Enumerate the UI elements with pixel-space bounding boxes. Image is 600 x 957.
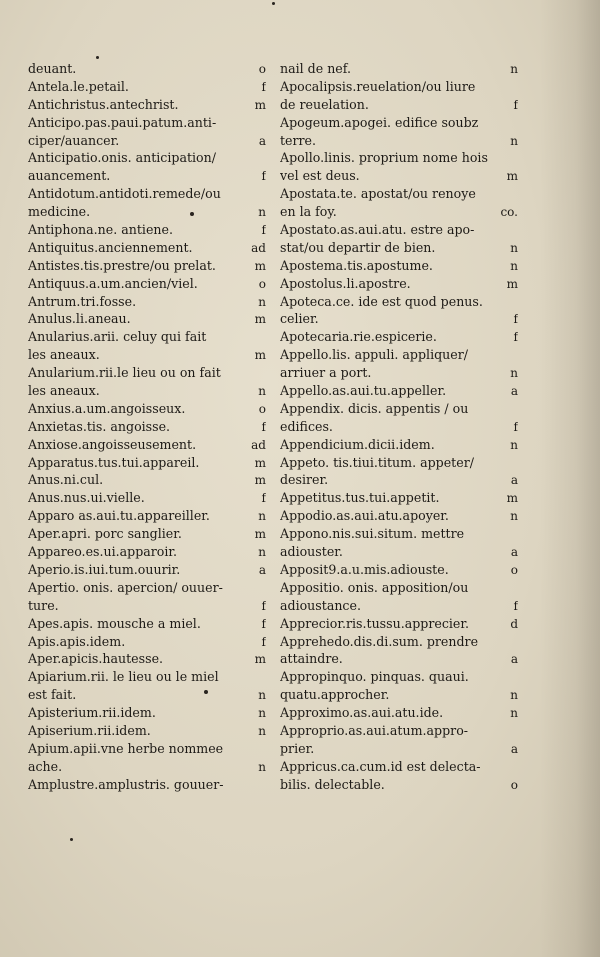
entry-text: attaindre. <box>280 651 343 667</box>
dictionary-entry-line <box>280 776 518 794</box>
dictionary-entry-line <box>280 185 518 203</box>
entry-text: Anus.nus.ui.vielle. <box>28 490 145 506</box>
dictionary-entry-line <box>280 60 518 78</box>
grammar-mark: d <box>510 616 518 631</box>
grammar-mark: n <box>510 62 518 76</box>
dictionary-entry-line <box>280 257 518 275</box>
entry-text: Appropinquo. pinquas. quaui. <box>280 669 469 685</box>
ink-speck <box>272 2 275 5</box>
dictionary-entry-line <box>280 525 518 543</box>
grammar-mark: a <box>510 652 518 667</box>
dictionary-entry-line <box>28 489 266 507</box>
dictionary-entry-line <box>28 650 266 668</box>
dictionary-entry-line <box>28 686 266 704</box>
grammar-mark: n <box>510 437 518 452</box>
dictionary-entry-line <box>28 96 266 114</box>
grammar-mark: n <box>510 688 518 703</box>
dictionary-entry-line <box>280 132 518 150</box>
dictionary-entry-line <box>280 346 518 364</box>
entry-text: arriuer a port. <box>280 365 372 381</box>
entry-text: Antrum.tri.fosse. <box>28 293 137 309</box>
entry-text: Apostato.as.aui.atu. estre apo- <box>280 222 475 238</box>
entry-text: Appendix. dicis. appentis / ou <box>280 400 469 416</box>
grammar-mark: n <box>258 723 266 738</box>
entry-text: Antela.le.petail. <box>28 78 129 94</box>
grammar-mark: f <box>513 598 518 613</box>
grammar-mark: n <box>510 258 518 273</box>
entry-text: deuant. <box>28 61 77 76</box>
grammar-mark: a <box>510 384 518 399</box>
dictionary-entry-line <box>280 382 518 400</box>
grammar-mark: n <box>510 706 518 721</box>
grammar-mark: m <box>254 258 266 273</box>
entry-text: ciper/auancer. <box>28 132 120 148</box>
entry-text: Apiarium.rii. le lieu ou le miel <box>28 669 219 685</box>
entry-text: Apparatus.tus.tui.appareil. <box>28 454 200 470</box>
dictionary-entry-line <box>280 275 518 293</box>
grammar-mark: co. <box>500 205 518 220</box>
grammar-mark: f <box>261 598 266 613</box>
dictionary-entry-line <box>280 597 518 615</box>
grammar-mark: f <box>261 79 266 94</box>
dictionary-entry-line <box>28 525 266 543</box>
entry-text: les aneaux. <box>28 383 100 399</box>
entry-text: Aperio.is.iui.tum.ouurir. <box>28 561 181 577</box>
dictionary-entry-line <box>28 310 266 328</box>
grammar-mark: f <box>513 312 518 327</box>
entry-text: Apium.apii.vne herbe nommee <box>28 740 224 756</box>
dictionary-entry-line <box>28 615 266 633</box>
dictionary-entry-line <box>28 471 266 489</box>
entry-text: desirer. <box>280 472 329 488</box>
grammar-mark: f <box>261 169 266 184</box>
grammar-mark: n <box>258 545 266 560</box>
entry-text: Aper.apicis.hautesse. <box>28 651 164 667</box>
grammar-mark: n <box>510 133 518 148</box>
grammar-mark: m <box>254 348 266 363</box>
grammar-mark: f <box>261 419 266 434</box>
entry-text: vel est deus. <box>280 168 360 184</box>
dictionary-entry-line <box>28 507 266 525</box>
dictionary-entry-line <box>28 293 266 311</box>
dictionary-entry-line <box>280 543 518 561</box>
grammar-mark: m <box>254 473 266 488</box>
entry-text: adioustance. <box>280 597 361 613</box>
entry-text: Apprecior.ris.tussu.apprecier. <box>280 615 469 631</box>
entry-text: Apotecaria.rie.espicerie. <box>280 329 437 345</box>
dictionary-entry-line <box>280 740 518 758</box>
grammar-mark: n <box>258 706 266 721</box>
grammar-mark: m <box>254 652 266 667</box>
dictionary-entry-line <box>280 310 518 328</box>
dictionary-entry-line <box>280 436 518 454</box>
dictionary-entry-line <box>28 633 266 651</box>
grammar-mark: n <box>258 384 266 399</box>
grammar-mark: m <box>254 97 266 112</box>
grammar-mark: o <box>258 62 266 76</box>
dictionary-entry-line <box>280 579 518 597</box>
entry-text: Anticipo.pas.paui.patum.anti- <box>28 114 217 130</box>
entry-text: Approximo.as.aui.atu.ide. <box>280 705 444 721</box>
entry-text: Appodio.as.aui.atu.apoyer. <box>280 508 449 524</box>
entry-text: celier. <box>280 311 319 327</box>
dictionary-entry-line <box>28 418 266 436</box>
grammar-mark: o <box>258 401 266 416</box>
dictionary-entry-line <box>28 239 266 257</box>
entry-text: terre. <box>280 132 317 148</box>
dictionary-entry-line <box>28 328 266 346</box>
grammar-mark: m <box>506 491 518 506</box>
dictionary-entry-line <box>280 633 518 651</box>
grammar-mark: f <box>513 330 518 345</box>
entry-text: Approprio.as.aui.atum.appro- <box>280 722 469 738</box>
dictionary-entry-line <box>28 400 266 418</box>
dictionary-entry-line <box>280 650 518 668</box>
entry-text: Aper.apri. porc sanglier. <box>28 526 182 542</box>
dictionary-entry-line <box>28 579 266 597</box>
entry-text: ture. <box>28 597 59 613</box>
dictionary-entry-line <box>28 597 266 615</box>
grammar-mark: m <box>506 169 518 184</box>
dictionary-entry-line <box>280 668 518 686</box>
dictionary-entry-line <box>28 436 266 454</box>
dictionary-entry-line <box>280 114 518 132</box>
entry-text: de reuelation. <box>280 96 369 112</box>
dictionary-entry-line <box>28 257 266 275</box>
dictionary-entry-line <box>28 185 266 203</box>
entry-text: Antidotum.antidoti.remede/ou <box>28 186 221 202</box>
grammar-mark: a <box>258 562 266 577</box>
grammar-mark: o <box>510 562 518 577</box>
entry-text: Appricus.ca.cum.id est delecta- <box>280 758 481 774</box>
grammar-mark: ad <box>251 437 266 452</box>
grammar-mark: a <box>510 741 518 756</box>
dictionary-entry-line <box>280 561 518 579</box>
ink-speck <box>204 690 208 694</box>
dictionary-entry-line <box>280 78 518 96</box>
grammar-mark: f <box>261 223 266 238</box>
dictionary-entry-line <box>280 203 518 221</box>
grammar-mark: m <box>254 527 266 542</box>
entry-text: Apoteca.ce. ide est quod penus. <box>280 293 483 309</box>
entry-text: Apertio. onis. apercion/ ouuer- <box>28 579 223 595</box>
dictionary-entry-line <box>280 221 518 239</box>
entry-text: Appello.as.aui.tu.appeller. <box>280 383 447 399</box>
entry-text: Apposit9.a.u.mis.adiouste. <box>280 561 449 577</box>
entry-text: Appono.nis.sui.situm. mettre <box>280 526 465 542</box>
grammar-mark: m <box>506 276 518 291</box>
grammar-mark: n <box>258 509 266 524</box>
dictionary-entry-line <box>280 471 518 489</box>
grammar-mark: m <box>254 312 266 327</box>
entry-text: Anulus.li.aneau. <box>28 311 131 327</box>
entry-text: Anxiose.angoisseusement. <box>28 436 197 452</box>
left-column <box>28 60 266 794</box>
ink-speck <box>70 838 73 841</box>
entry-text: Anxietas.tis. angoisse. <box>28 418 171 434</box>
dictionary-entry-line <box>28 364 266 382</box>
grammar-mark: ad <box>251 240 266 255</box>
ink-speck <box>190 212 194 216</box>
entry-text: Appareo.es.ui.apparoir. <box>28 544 178 560</box>
entry-text: Appetitus.tus.tui.appetit. <box>280 490 440 506</box>
dictionary-entry-line <box>280 293 518 311</box>
ink-speck <box>96 56 99 59</box>
grammar-mark: n <box>510 240 518 255</box>
entry-text: Apostema.tis.apostume. <box>280 257 433 273</box>
entry-text: Apollo.linis. proprium nome hois <box>280 150 488 166</box>
dictionary-entry-line <box>28 203 266 221</box>
dictionary-entry-line <box>280 454 518 472</box>
dictionary-entry-line <box>280 96 518 114</box>
entry-text: Anxius.a.um.angoisseux. <box>28 400 186 416</box>
entry-text: Apprehedo.dis.di.sum. prendre <box>280 633 479 649</box>
entry-text: edifices. <box>280 418 333 434</box>
dictionary-entry-line <box>28 561 266 579</box>
grammar-mark: o <box>510 777 518 792</box>
entry-text: Apostata.te. apostat/ou renoye <box>280 186 476 202</box>
entry-text: bilis. delectable. <box>280 776 385 792</box>
page-gutter-shadow <box>540 0 600 957</box>
dictionary-entry-line <box>28 776 266 794</box>
dictionary-entry-line <box>280 686 518 704</box>
entry-text: les aneaux. <box>28 347 100 363</box>
entry-text: est fait. <box>28 687 77 703</box>
entry-text: ache. <box>28 758 63 774</box>
entry-text: Anticipatio.onis. anticipation/ <box>28 150 216 166</box>
grammar-mark: n <box>258 759 266 774</box>
entry-text: Appendicium.dicii.idem. <box>280 436 435 452</box>
entry-text: quatu.approcher. <box>280 687 390 703</box>
dictionary-entry-line <box>280 418 518 436</box>
dictionary-entry-line <box>28 114 266 132</box>
entry-text: Antistes.tis.prestre/ou prelat. <box>28 257 216 273</box>
dictionary-entry-line <box>28 221 266 239</box>
entry-text: Appello.lis. appuli. appliquer/ <box>280 347 468 363</box>
entry-text: Appeto. tis.tiui.titum. appeter/ <box>280 454 474 470</box>
dictionary-entry-line <box>28 382 266 400</box>
dictionary-entry-line <box>28 60 266 78</box>
dictionary-entry-line <box>280 149 518 167</box>
dictionary-entry-line <box>280 507 518 525</box>
grammar-mark: n <box>510 509 518 524</box>
grammar-mark: m <box>254 455 266 470</box>
grammar-mark: n <box>258 205 266 220</box>
entry-text: Amplustre.amplustris. gouuer- <box>28 776 224 792</box>
dictionary-entry-line <box>28 740 266 758</box>
entry-text: Apis.apis.idem. <box>28 633 126 649</box>
dictionary-entry-line <box>280 239 518 257</box>
dictionary-entry-line <box>280 615 518 633</box>
dictionary-entry-line <box>28 275 266 293</box>
grammar-mark: n <box>258 294 266 309</box>
entry-text: Apiserium.rii.idem. <box>28 722 151 738</box>
entry-text: Apparo as.aui.tu.appareiller. <box>28 508 210 524</box>
dictionary-entry-line <box>280 328 518 346</box>
grammar-mark: f <box>261 616 266 631</box>
dictionary-entry-line <box>28 543 266 561</box>
grammar-mark: f <box>261 634 266 649</box>
dictionary-entry-line <box>28 78 266 96</box>
dictionary-entry-line <box>280 364 518 382</box>
dictionary-entry-line <box>280 400 518 418</box>
dictionary-entry-line <box>28 167 266 185</box>
entry-text: Apocalipsis.reuelation/ou liure <box>280 78 476 94</box>
grammar-mark: o <box>258 276 266 291</box>
grammar-mark: f <box>513 97 518 112</box>
grammar-mark: a <box>258 133 266 148</box>
entry-text: en la foy. <box>280 204 337 220</box>
entry-text: Anularius.arii. celuy qui fait <box>28 329 207 345</box>
entry-text: stat/ou departir de bien. <box>280 239 436 255</box>
entry-text: Apostolus.li.apostre. <box>280 275 411 291</box>
dictionary-entry-line <box>28 704 266 722</box>
entry-text: Apogeum.apogei. edifice soubz <box>280 114 479 130</box>
dictionary-entry-line <box>28 454 266 472</box>
entry-text: Antiquus.a.um.ancien/viel. <box>28 275 198 291</box>
dictionary-entry-line <box>280 758 518 776</box>
entry-text: prier. <box>280 740 315 756</box>
dictionary-entry-line <box>28 758 266 776</box>
entry-text: Appositio. onis. apposition/ou <box>280 579 469 595</box>
dictionary-entry-line <box>280 722 518 740</box>
entry-text: nail de nef. <box>280 61 351 76</box>
right-column <box>280 60 518 794</box>
dictionary-entry-line <box>280 704 518 722</box>
entry-text: Antiphona.ne. antiene. <box>28 222 173 238</box>
entry-text: adiouster. <box>280 544 343 560</box>
entry-text: Antichristus.antechrist. <box>28 96 179 112</box>
entry-text: Antiquitus.anciennement. <box>28 239 193 255</box>
grammar-mark: f <box>261 491 266 506</box>
dictionary-entry-line <box>28 346 266 364</box>
grammar-mark: f <box>513 419 518 434</box>
entry-text: Anularium.rii.le lieu ou on fait <box>28 365 221 381</box>
entry-text: Apisterium.rii.idem. <box>28 705 156 721</box>
grammar-mark: a <box>510 473 518 488</box>
grammar-mark: n <box>510 366 518 381</box>
entry-text: Anus.ni.cul. <box>28 472 104 488</box>
entry-text: Apes.apis. mousche a miel. <box>28 615 201 631</box>
dictionary-entry-line <box>28 149 266 167</box>
entry-text: medicine. <box>28 204 91 220</box>
dictionary-entry-line <box>28 668 266 686</box>
grammar-mark: a <box>510 545 518 560</box>
entry-text: auancement. <box>28 168 111 184</box>
dictionary-entry-line <box>28 132 266 150</box>
dictionary-entry-line <box>280 489 518 507</box>
grammar-mark: n <box>258 688 266 703</box>
dictionary-entry-line <box>280 167 518 185</box>
dictionary-entry-line <box>28 722 266 740</box>
